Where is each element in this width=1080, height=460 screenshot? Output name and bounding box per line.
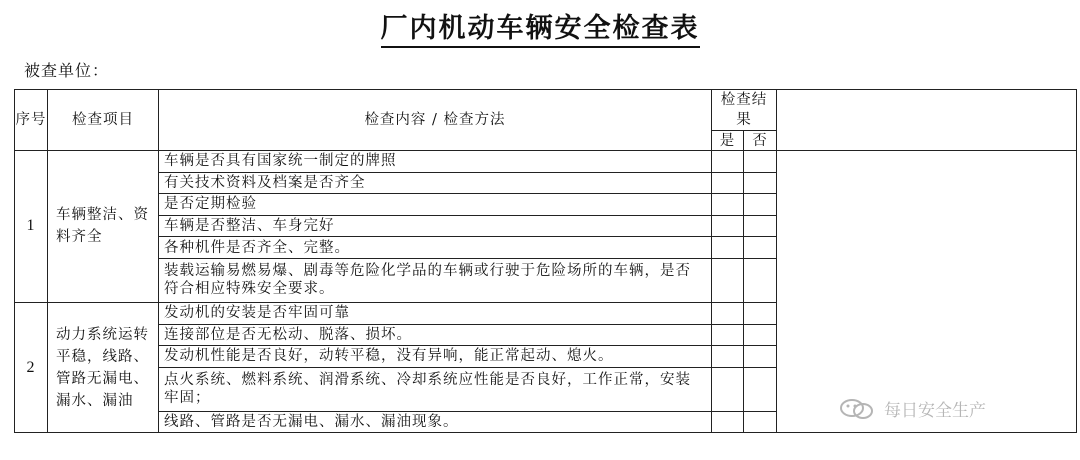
check-content: 车辆是否具有国家统一制定的牌照 <box>159 151 712 173</box>
result-no-cell[interactable] <box>744 411 777 433</box>
result-yes-cell[interactable] <box>712 302 744 324</box>
group-item: 车辆整洁、资料齐全 <box>48 151 159 303</box>
watermark-text: 每日安全生产 <box>884 401 986 421</box>
check-content: 点火系统、燃料系统、润滑系统、冷却系统应性能是否良好，工作正常，安装牢固； <box>159 367 712 411</box>
header-content: 检查内容 / 检查方法 <box>159 90 712 151</box>
result-no-cell[interactable] <box>744 258 777 302</box>
header-seq: 序号 <box>15 90 48 151</box>
result-no-cell[interactable] <box>744 215 777 237</box>
result-no-cell[interactable] <box>744 324 777 346</box>
result-yes-cell[interactable] <box>712 151 744 173</box>
result-no-cell[interactable] <box>744 151 777 173</box>
inspection-table <box>14 89 1077 433</box>
inspected-unit-label: 被查单位： <box>24 61 110 80</box>
result-no-cell[interactable] <box>744 172 777 194</box>
result-no-cell[interactable] <box>744 367 777 411</box>
check-content: 是否定期检验 <box>159 194 712 216</box>
check-content: 各种机件是否齐全、完整。 <box>159 237 712 259</box>
result-yes-cell[interactable] <box>712 215 744 237</box>
result-no-cell[interactable] <box>744 194 777 216</box>
result-no-cell[interactable] <box>744 302 777 324</box>
remarks-column <box>777 151 1077 433</box>
wechat-icon <box>838 398 878 420</box>
header-result: 检查结果 <box>712 90 777 131</box>
result-yes-cell[interactable] <box>712 324 744 346</box>
check-content: 线路、管路是否无漏电、漏水、漏油现象。 <box>159 411 712 433</box>
group-item: 动力系统运转平稳，线路、管路无漏电、漏水、漏油 <box>48 302 159 432</box>
header-no: 否 <box>744 131 777 151</box>
result-yes-cell[interactable] <box>712 367 744 411</box>
check-content: 车辆是否整洁、车身完好 <box>159 215 712 237</box>
result-yes-cell[interactable] <box>712 258 744 302</box>
result-yes-cell[interactable] <box>712 237 744 259</box>
result-no-cell[interactable] <box>744 346 777 368</box>
group-number: 2 <box>15 302 48 432</box>
result-yes-cell[interactable] <box>712 411 744 433</box>
check-content: 装载运输易燃易爆、剧毒等危险化学品的车辆或行驶于危险场所的车辆，是否符合相应特殊安全要求。 <box>159 258 712 302</box>
result-yes-cell[interactable] <box>712 346 744 368</box>
check-content: 发动机的安装是否牢固可靠 <box>159 302 712 324</box>
check-content: 有关技术资料及档案是否齐全 <box>159 172 712 194</box>
result-yes-cell[interactable] <box>712 194 744 216</box>
check-content: 发动机性能是否良好，动转平稳，没有异响，能正常起动、熄火。 <box>159 346 712 368</box>
page-title: 厂内机动车辆安全检查表 <box>0 6 1080 45</box>
header-item: 检查项目 <box>48 90 159 151</box>
header-yes: 是 <box>712 131 744 151</box>
result-yes-cell[interactable] <box>712 172 744 194</box>
group-number: 1 <box>15 151 48 303</box>
check-content: 连接部位是否无松动、脱落、损坏。 <box>159 324 712 346</box>
watermark <box>838 396 986 421</box>
result-no-cell[interactable] <box>744 237 777 259</box>
header-blank <box>777 90 1077 151</box>
